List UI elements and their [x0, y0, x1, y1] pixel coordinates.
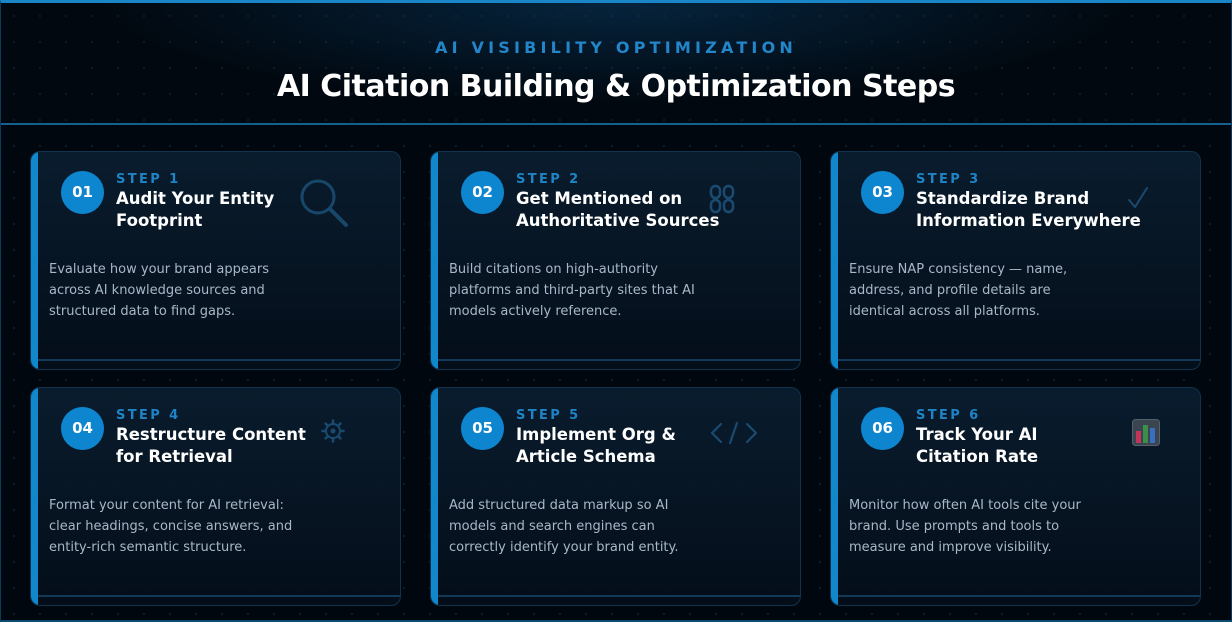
code-icon — [710, 421, 758, 449]
step-description: Add structured data markup so AI models and search engines can correctly identify your brand entity. — [449, 498, 679, 555]
step-number-badge: 03 — [861, 171, 904, 214]
step-label: STEP 3 — [916, 172, 981, 187]
step-title: Implement Org & Article Schema — [516, 425, 676, 466]
step-card-4 — [30, 387, 401, 606]
step-card-3 — [830, 151, 1201, 370]
page-title: AI Citation Building & Optimization Steps — [276, 69, 956, 104]
card-divider — [438, 359, 800, 361]
card-accent-bar — [831, 152, 838, 369]
chain-link-icon — [709, 184, 735, 218]
step-number-badge: 06 — [861, 407, 904, 450]
header — [1, 3, 1231, 125]
gear-icon — [321, 419, 345, 447]
step-label: STEP 6 — [916, 408, 981, 423]
card-accent-bar — [31, 388, 38, 605]
step-number-badge: 05 — [461, 407, 504, 450]
card-accent-bar — [431, 388, 438, 605]
step-description: Evaluate how your brand appears across AI knowledge sources and structured data to find gaps. — [49, 262, 269, 319]
step-title: Track Your AI Citation Rate — [916, 425, 1039, 466]
card-accent-bar — [31, 152, 38, 369]
step-card-1 — [30, 151, 401, 370]
magnifier-icon — [297, 176, 351, 234]
bar-chart-icon — [1132, 419, 1160, 450]
step-card-5 — [430, 387, 801, 606]
step-label: STEP 1 — [116, 172, 181, 187]
header-kicker: AI VISIBILITY OPTIMIZATION — [435, 38, 797, 57]
step-label: STEP 4 — [116, 408, 181, 423]
card-divider — [38, 359, 400, 361]
card-divider — [838, 595, 1200, 597]
card-divider — [438, 595, 800, 597]
step-card-6 — [830, 387, 1201, 606]
card-divider — [38, 595, 400, 597]
step-title: Restructure Content for Retrieval — [116, 425, 306, 466]
step-description: Build citations on high-authority platforms and third-party sites that AI models actively reference. — [449, 262, 695, 319]
checkmark-icon — [1127, 186, 1149, 214]
card-accent-bar — [431, 152, 438, 369]
step-description: Ensure NAP consistency — name, address, and profile details are identical across all platforms. — [849, 262, 1068, 319]
card-accent-bar — [831, 388, 838, 605]
step-title: Audit Your Entity Footprint — [116, 189, 275, 230]
step-number-badge: 02 — [461, 171, 504, 214]
step-label: STEP 2 — [516, 172, 581, 187]
step-number-badge: 01 — [61, 171, 104, 214]
card-divider — [838, 359, 1200, 361]
step-description: Monitor how often AI tools cite your brand. Use prompts and tools to measure and improve visibility. — [849, 498, 1081, 555]
step-card-2 — [430, 151, 801, 370]
step-description: Format your content for AI retrieval: clear headings, concise answers, and entity-rich semantic structure. — [49, 498, 293, 555]
step-number-badge: 04 — [61, 407, 104, 450]
step-title: Standardize Brand Information Everywhere — [916, 189, 1141, 230]
step-label: STEP 5 — [516, 408, 581, 423]
step-title: Get Mentioned on Authoritative Sources — [516, 189, 720, 230]
